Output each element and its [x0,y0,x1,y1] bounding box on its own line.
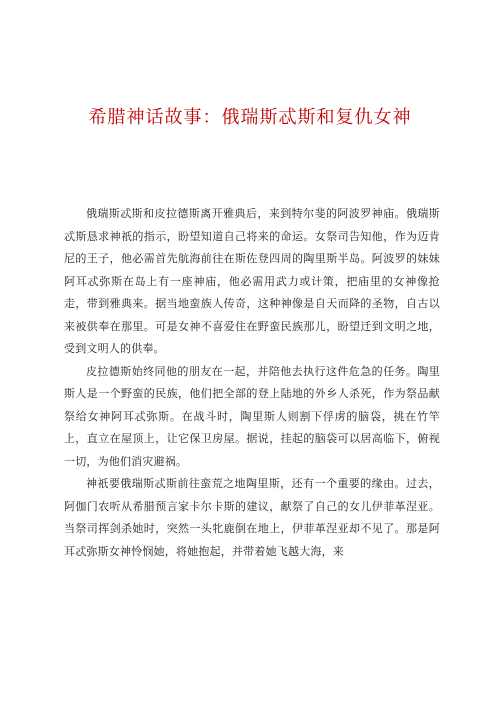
paragraph-1: 俄瑞斯忒斯和皮拉德斯离开雅典后，来到特尔斐的阿波罗神庙。俄瑞斯忒斯恳求神祇的指示，盼望知道自己将来的命运。女祭司告知他，作为迈肯尼的王子，他必需首先航海前往在斯佐登四周的陶里斯半岛。阿波罗的妹妹阿耳忒弥斯在岛上有一座神庙，他必需用武力或计策，把庙里的女神像抢走，带到雅典来。据当地蛮族人传奇，这种神像是自天而降的圣物，自古以来被供奉在那里。可是女神不喜爱住在野蛮民族那儿，盼望迁到文明之地，受到文明人的供奉。 [64,207,440,355]
paragraph-3: 神祇要俄瑞斯忒斯前往蛮荒之地陶里斯，还有一个重要的缘由。过去，阿伽门农听从希腊预言家卡尔卡斯的建议，献祭了自己的女儿伊菲革涅亚。当祭司挥剑杀她时，突然一头牝鹿倒在地上，伊菲革涅亚却不见了。那是阿耳忒弥斯女神怜悯她，将她抱起，并带着她飞越大海，来 [64,477,440,558]
paragraph-2: 皮拉德斯始终同他的朋友在一起，并陪他去执行这件危急的任务。陶里斯人是一个野蛮的民族，他们把全部的登上陆地的外乡人杀死，作为祭品献祭给女神阿耳忒弥斯。在战斗时，陶里斯人则割下俘虏的脑袋，挑在竹竿上，直立在屋顶上，让它保卫房屋。据说，挂起的脑袋可以居高临下，俯视一切，为他们消灾避祸。 [64,364,440,468]
document-title: 希腊神话故事：俄瑞斯忒斯和复仇女神 [88,107,412,128]
document-body [64,203,440,563]
